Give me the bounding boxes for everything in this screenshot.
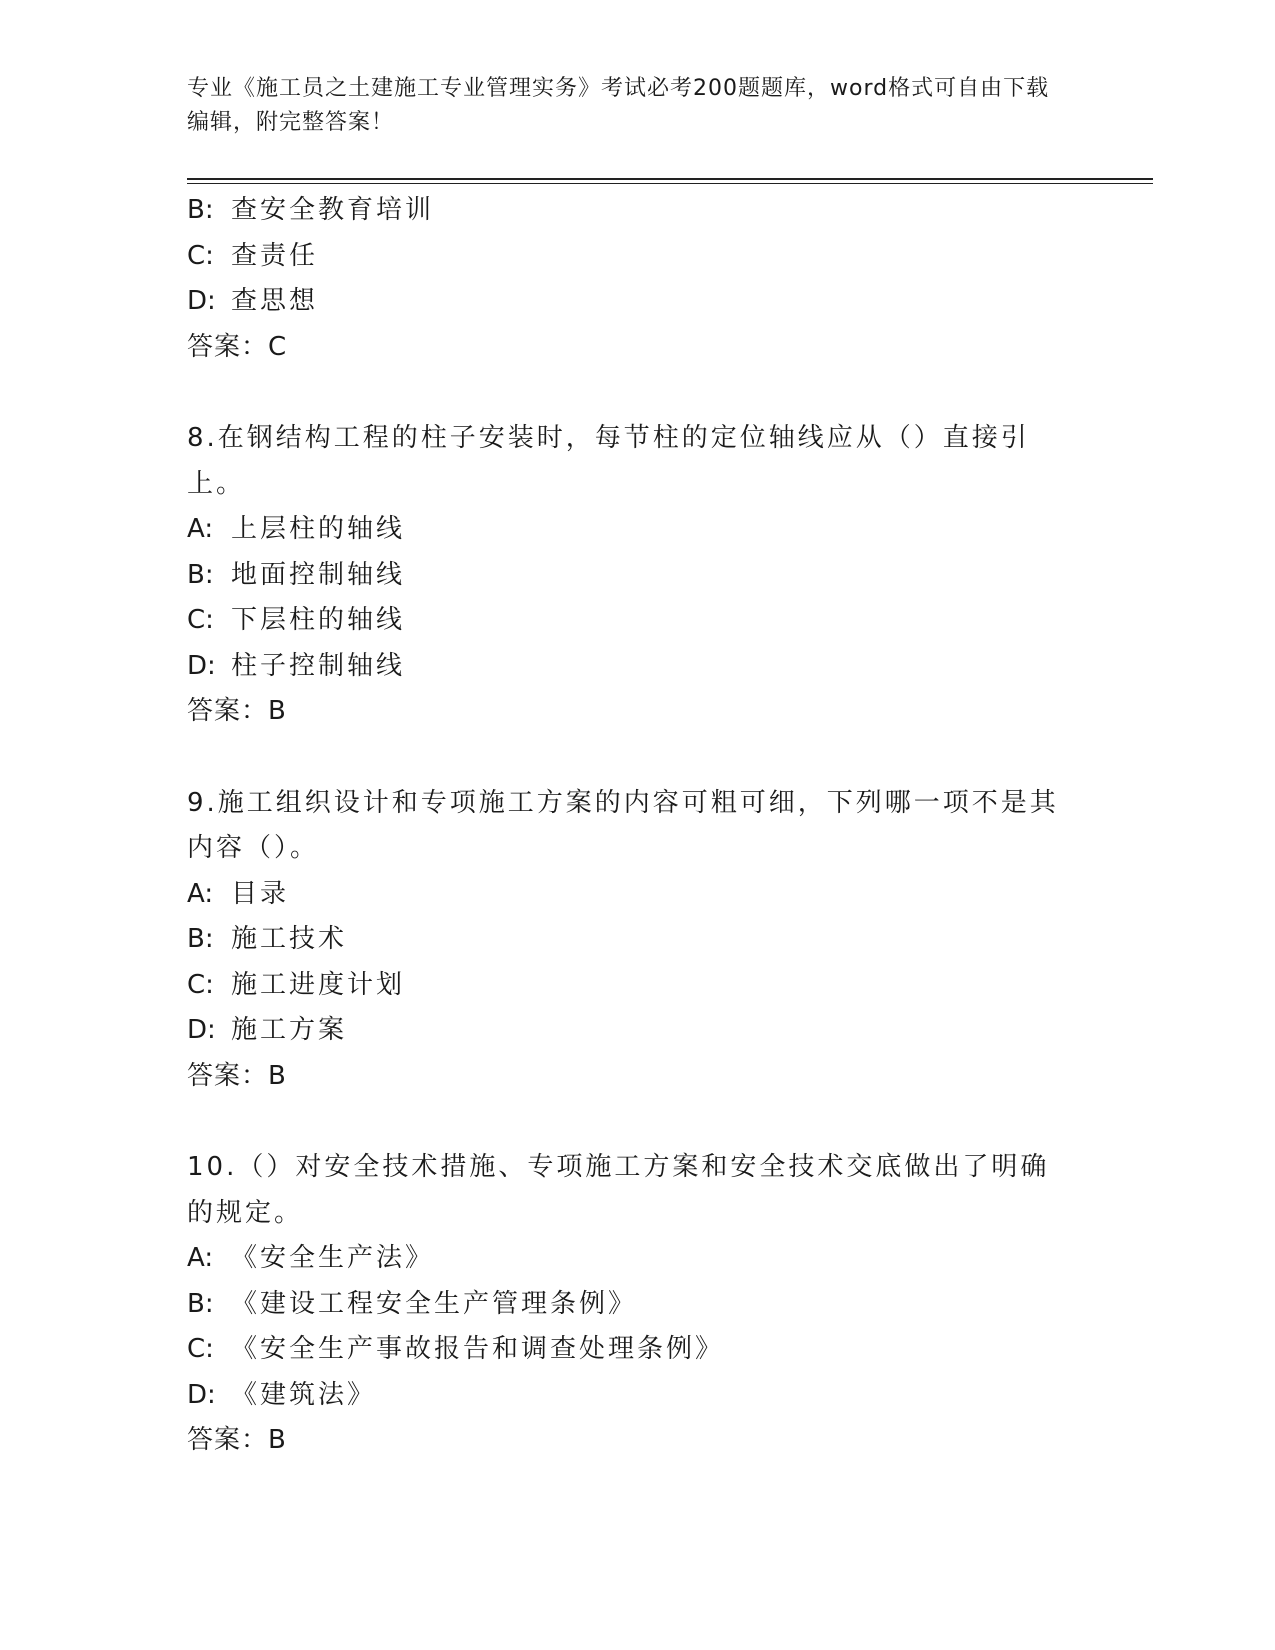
option-line (187, 1236, 1087, 1282)
option-text: 查责任 (231, 240, 319, 271)
question-stem: 8.在钢结构工程的柱子安装时，每节柱的定位轴线应从（）直接引上。 (187, 423, 1030, 499)
prev-question (187, 188, 1087, 370)
option-line (187, 917, 1087, 963)
question-10 (187, 1145, 1087, 1464)
option-key: C: (187, 605, 214, 635)
option-line (187, 279, 1087, 325)
question-stem: 9.施工组织设计和专项施工方案的内容可粗可细，下列哪一项不是其内容（）。 (187, 787, 1059, 863)
option-line (187, 553, 1087, 599)
option-text: 施工技术 (231, 924, 348, 954)
question-content (187, 188, 1087, 1464)
option-key: C: (187, 1334, 214, 1364)
option-text: 查思想 (231, 286, 319, 316)
document-header: 专业《施工员之土建施工专业管理实务》考试必考200题题库，word格式可自由下载编辑，附完整答案！ (187, 76, 1050, 135)
option-key: D: (187, 650, 216, 681)
option-line (187, 507, 1087, 553)
option-line (187, 1282, 1087, 1328)
option-text: 《建设工程安全生产管理条例》 (231, 1288, 638, 1319)
option-key: B: (187, 1288, 214, 1319)
option-key: A: (187, 514, 214, 544)
question-8 (187, 416, 1087, 735)
option-text: 地面控制轴线 (231, 559, 406, 590)
option-line (187, 234, 1087, 280)
answer-line: 答案：C (187, 331, 288, 362)
option-line (187, 1008, 1087, 1054)
option-text: 柱子控制轴线 (231, 650, 406, 681)
option-line (187, 644, 1087, 690)
question-9 (187, 781, 1087, 1100)
option-key: B: (187, 924, 214, 954)
question-stem: 10.（）对安全技术措施、专项施工方案和安全技术交底做出了明确的规定。 (187, 1152, 1050, 1228)
answer-line: 答案：B (187, 1060, 287, 1091)
option-line (187, 188, 1087, 234)
option-text: 《安全生产事故报告和调查处理条例》 (231, 1334, 725, 1364)
option-key: D: (187, 1379, 216, 1410)
option-text: 下层柱的轴线 (231, 605, 406, 635)
header-rule-thin (187, 183, 1153, 184)
option-key: B: (187, 195, 214, 225)
option-key: A: (187, 1243, 214, 1273)
option-text: 施工方案 (231, 1015, 348, 1045)
option-line (187, 1373, 1087, 1419)
option-key: D: (187, 1015, 216, 1045)
header-rule-thick (187, 178, 1153, 180)
option-text: 目录 (231, 878, 290, 909)
option-line (187, 872, 1087, 918)
option-text: 《建筑法》 (231, 1379, 377, 1410)
option-key: B: (187, 559, 214, 590)
option-key: C: (187, 240, 214, 271)
option-text: 查安全教育培训 (231, 195, 435, 225)
option-key: D: (187, 286, 216, 316)
option-text: 《安全生产法》 (231, 1243, 435, 1273)
option-text: 施工进度计划 (231, 969, 406, 1000)
option-key: C: (187, 969, 214, 1000)
option-line (187, 598, 1087, 644)
option-line (187, 963, 1087, 1009)
option-line (187, 1327, 1087, 1373)
answer-line: 答案：B (187, 1425, 287, 1455)
answer-line: 答案：B (187, 696, 287, 726)
option-text: 上层柱的轴线 (231, 514, 406, 544)
option-key: A: (187, 878, 214, 909)
